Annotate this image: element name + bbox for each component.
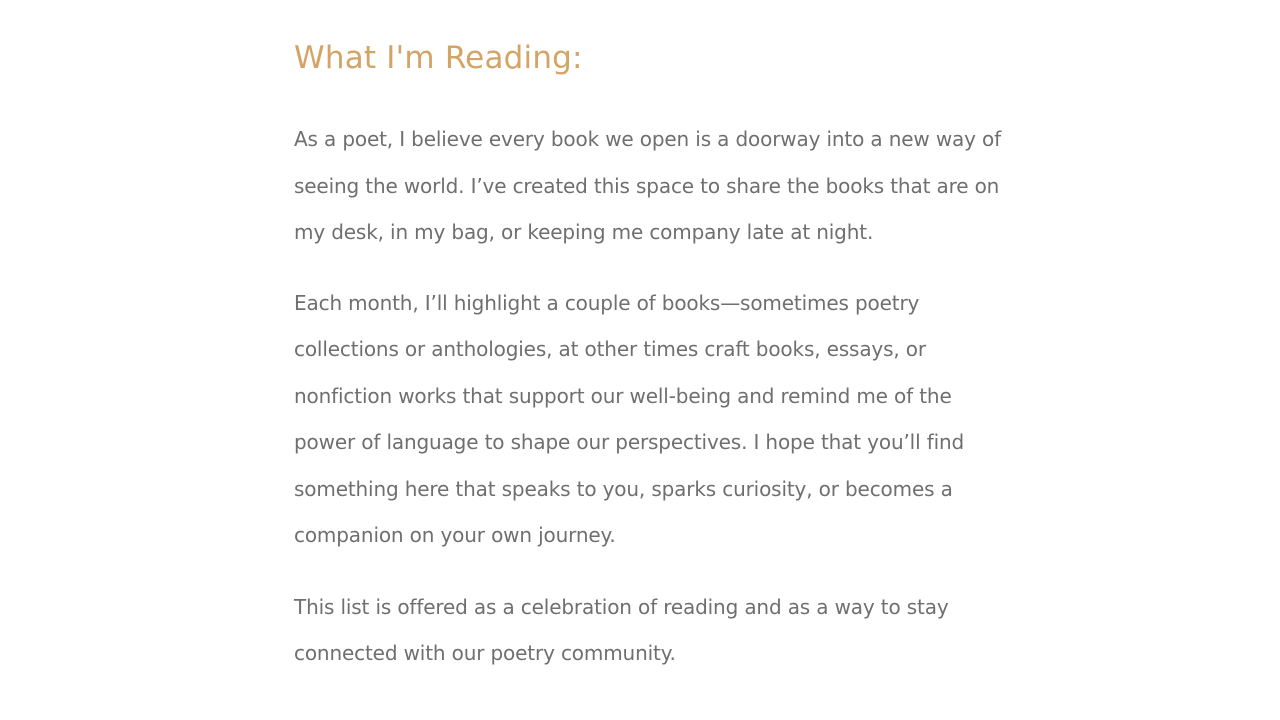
reading-section <box>294 36 1044 677</box>
paragraph-line: something here that speaks to you, sparks curiosity, or becomes a <box>294 476 953 501</box>
section-title: What I'm Reading: <box>294 40 583 76</box>
paragraph-line: collections or anthologies, at other times craft books, essays, or <box>294 337 926 361</box>
paragraph-line: nonfiction works that support our well-being and remind me of the <box>294 383 952 408</box>
paragraph-line: my desk, in my bag, or keeping me company late at night. <box>294 220 874 244</box>
paragraph-line: companion on your own journey. <box>294 523 616 547</box>
paragraph-line: Each month, I’ll highlight a couple of books—sometimes poetry <box>294 290 920 315</box>
paragraph-line: connected with our poetry community. <box>294 641 676 665</box>
closing-paragraph <box>294 584 1044 677</box>
paragraph-line: As a poet, I believe every book we open is a doorway into a new way of <box>294 127 1002 151</box>
paragraph-line: This list is offered as a celebration of reading and as a way to stay <box>294 594 949 619</box>
paragraph-line: seeing the world. I’ve created this space to share the books that are on <box>294 173 1000 198</box>
monthly-highlights-paragraph <box>294 280 1044 559</box>
intro-paragraph <box>294 116 1044 256</box>
paragraph-line: power of language to shape our perspectives. I hope that you’ll find <box>294 430 965 454</box>
